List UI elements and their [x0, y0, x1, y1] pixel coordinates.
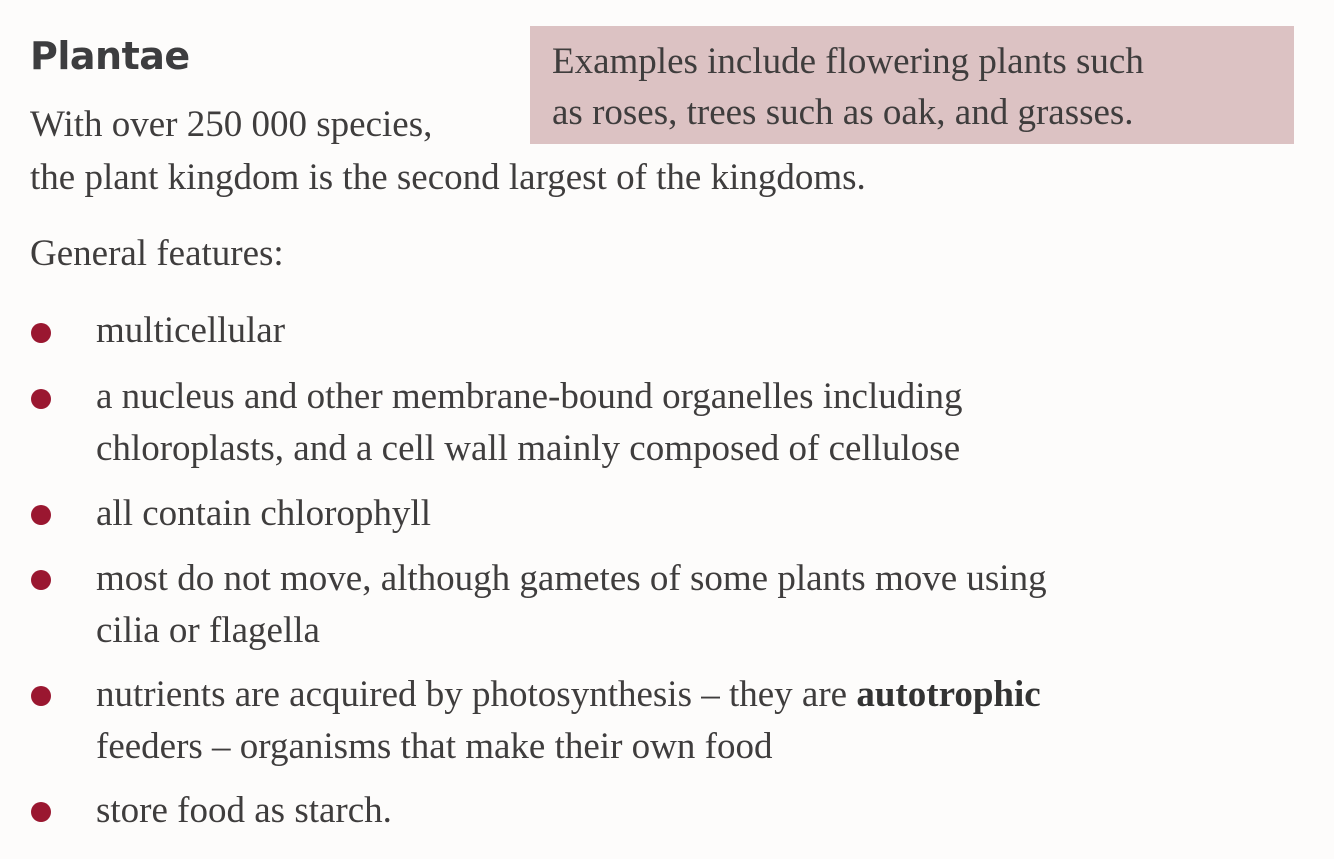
feature-text [96, 553, 1047, 657]
intro-text-line: With over 250 000 species, [30, 104, 433, 145]
bullet-dot-icon [31, 505, 51, 525]
bullet-dot-icon [31, 802, 51, 822]
feature-line: multicellular [96, 310, 286, 351]
feature-line: chloroplasts, and a cell wall mainly composed of cellulose [96, 428, 961, 469]
bullet-dot-icon [31, 323, 51, 343]
feature-text [96, 669, 1041, 773]
callout-line: Examples include flowering plants such [552, 41, 1144, 82]
feature-line: most do not move, although gametes of some plants move using [96, 558, 1047, 599]
feature-line: feeders – organisms that make their own food [96, 726, 773, 767]
feature-text [96, 305, 285, 357]
examples-callout [530, 26, 1294, 144]
feature-line [96, 669, 1041, 721]
feature-line-start: nutrients are acquired by photosynthesis – they are [96, 674, 857, 715]
feature-text [96, 371, 963, 475]
feature-line: a nucleus and other membrane-bound organelles including [96, 376, 963, 417]
feature-text [96, 785, 392, 837]
feature-line: all contain chlorophyll [96, 493, 431, 534]
feature-text [96, 488, 431, 540]
feature-line: cilia or flagella [96, 610, 320, 651]
feature-line: store food as starch. [96, 790, 392, 831]
section-heading: Plantae [30, 34, 190, 78]
intro-text-line: the plant kingdom is the second largest of the kingdoms. [30, 157, 866, 198]
callout-line: as roses, trees such as oak, and grasses. [552, 92, 1134, 133]
key-term: autotrophic [856, 674, 1041, 715]
bullet-dot-icon [31, 570, 51, 590]
features-label: General features: [30, 233, 284, 274]
bullet-dot-icon [31, 389, 51, 409]
bullet-dot-icon [31, 686, 51, 706]
